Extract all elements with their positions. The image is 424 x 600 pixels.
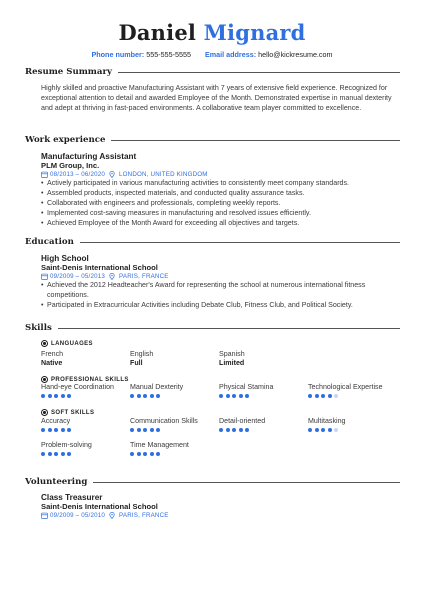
- rating-dot: [315, 428, 319, 432]
- rating-dot: [156, 452, 160, 456]
- language-name: Spanish: [219, 350, 245, 358]
- skill-name: Hand-eye Coordination: [41, 383, 114, 391]
- rating-dot: [150, 394, 154, 398]
- volunteering-section-header: [25, 476, 400, 488]
- rating-dot: [150, 428, 154, 432]
- language-item: [130, 350, 153, 367]
- education-school: Saint-Denis International School: [41, 263, 158, 272]
- language-level: Limited: [219, 359, 245, 367]
- work-bullet: • Implemented cost-saving measures in manufacturing and resolved issues efficiently.: [41, 208, 401, 218]
- work-company: PLM Group, Inc.: [41, 161, 100, 170]
- rating-dot: [61, 394, 65, 398]
- phone-value: 555-555-5555: [146, 50, 191, 59]
- location-pin-icon: [109, 171, 115, 178]
- skill-name: Problem-solving: [41, 441, 92, 449]
- skill-item: [130, 417, 198, 432]
- education-dates: 09/2009 – 05/2013: [50, 273, 106, 280]
- language-name: English: [130, 350, 154, 358]
- rating-dot: [239, 428, 243, 432]
- rating-dot: [48, 394, 52, 398]
- calendar-icon: [41, 273, 48, 280]
- phone-label: Phone number:: [91, 50, 145, 59]
- rating-dot: [143, 452, 147, 456]
- rating-dot: [321, 394, 325, 398]
- skill-item: [41, 441, 92, 456]
- education-meta: [41, 273, 169, 280]
- rating-dot: [245, 428, 249, 432]
- language-level: Full: [130, 359, 143, 367]
- skill-name: Technological Expertise: [308, 383, 383, 391]
- skill-name: Physical Stamina: [219, 383, 274, 391]
- skill-rating: [219, 428, 265, 432]
- volunteering-dates: 09/2009 – 05/2010: [50, 512, 106, 519]
- rating-dot: [130, 452, 134, 456]
- language-item: [41, 350, 63, 367]
- work-dates: 08/2013 – 06/2020: [50, 171, 106, 178]
- skills-title: Skills: [25, 323, 52, 333]
- language-level: Native: [41, 359, 63, 367]
- skill-item: [130, 441, 189, 456]
- skill-rating: [41, 452, 92, 456]
- skill-item: [219, 383, 273, 398]
- rating-dot: [226, 394, 230, 398]
- rating-dot: [41, 452, 45, 456]
- rating-dot: [245, 394, 249, 398]
- rating-dot: [61, 452, 65, 456]
- work-title: Work experience: [25, 135, 106, 145]
- education-bullet: • Achieved the 2012 Headteacher's Award for representing the school at numerous international fitness competitions.: [41, 280, 381, 300]
- rating-dot: [143, 394, 147, 398]
- skills-section-header: [25, 322, 400, 334]
- rating-dot: [308, 428, 312, 432]
- skill-rating: [130, 452, 189, 456]
- section-divider: [93, 482, 400, 483]
- rating-dot: [226, 428, 230, 432]
- rating-dot: [315, 394, 319, 398]
- rating-dot: [54, 452, 58, 456]
- education-bullet: • Participated in Extracurricular Activities including Debate Club, Fitness Club, and Political Society.: [41, 300, 381, 310]
- rating-dot: [130, 428, 134, 432]
- location-pin-icon: [109, 512, 115, 519]
- calendar-icon: [41, 512, 48, 519]
- skill-item: [41, 383, 114, 398]
- skill-item: [219, 417, 265, 432]
- last-name: Mignard: [203, 20, 306, 45]
- calendar-icon: [41, 171, 48, 178]
- work-bullets: [41, 178, 401, 228]
- work-section-header: [25, 134, 400, 146]
- professional-skills-subheader: [41, 376, 129, 383]
- volunteering-role: Class Treasurer: [41, 493, 103, 502]
- volunteering-meta: [41, 512, 169, 519]
- rating-dot: [143, 428, 147, 432]
- work-meta: [41, 171, 208, 178]
- rating-dot: [67, 452, 71, 456]
- soft-skills-subheader: [41, 409, 94, 416]
- language-name: French: [41, 350, 64, 358]
- education-degree: High School: [41, 254, 89, 263]
- email-value[interactable]: hello@kickresume.com: [258, 50, 333, 59]
- skill-rating: [308, 394, 383, 398]
- rating-dot: [334, 428, 338, 432]
- soft-skills-label: SOFT SKILLS: [51, 409, 95, 416]
- rating-dot: [137, 452, 141, 456]
- rating-dot: [54, 428, 58, 432]
- rating-dot: [48, 428, 52, 432]
- work-bullet: • Assembled products, inspected materials, and conducted quality assurance tasks.: [41, 188, 401, 198]
- skill-name: Accuracy: [41, 417, 71, 425]
- skill-rating: [130, 428, 198, 432]
- skill-rating: [130, 394, 183, 398]
- rating-dot: [67, 394, 71, 398]
- rating-dot: [219, 428, 223, 432]
- skill-rating: [308, 428, 345, 432]
- location-pin-icon: [109, 273, 115, 280]
- candidate-name: [0, 20, 424, 45]
- language-item: [219, 350, 245, 367]
- volunteering-org: Saint-Denis International School: [41, 502, 158, 511]
- rating-dot: [130, 394, 134, 398]
- work-bullet: • Achieved Employee of the Month Award for exceeding all objectives and targets.: [41, 218, 401, 228]
- section-divider: [58, 328, 400, 329]
- languages-label: LANGUAGES: [51, 340, 93, 347]
- contact-line: [0, 50, 424, 59]
- rating-dot: [54, 394, 58, 398]
- rating-dot: [232, 394, 236, 398]
- rating-dot: [321, 428, 325, 432]
- email-label: Email address:: [204, 50, 257, 59]
- rating-dot: [137, 428, 141, 432]
- rating-dot: [156, 394, 160, 398]
- work-bullet: • Collaborated with engineers and professionals, completing weekly reports.: [41, 198, 401, 208]
- rating-dot: [239, 394, 243, 398]
- skill-rating: [41, 394, 114, 398]
- rating-dot: [137, 394, 141, 398]
- education-title: Education: [25, 237, 74, 247]
- soft-skills-icon: [41, 409, 48, 416]
- skill-item: [308, 417, 345, 432]
- summary-title: Resume Summary: [25, 67, 112, 77]
- languages-icon: [41, 340, 48, 347]
- languages-subheader: [41, 340, 93, 347]
- rating-dot: [41, 428, 45, 432]
- rating-dot: [328, 428, 332, 432]
- work-role: Manufacturing Assistant: [41, 152, 137, 161]
- skill-item: [41, 417, 74, 432]
- rating-dot: [334, 394, 338, 398]
- summary-section-header: [25, 66, 400, 78]
- skill-item: [308, 383, 383, 398]
- section-divider: [80, 242, 400, 243]
- skill-name: Multitasking: [308, 417, 346, 425]
- skill-rating: [41, 428, 74, 432]
- professional-skills-icon: [41, 376, 48, 383]
- skill-name: Manual Dexterity: [130, 383, 184, 391]
- skill-item: [130, 383, 183, 398]
- professional-skills-label: PROFESSIONAL SKILLS: [51, 376, 129, 383]
- section-divider: [118, 72, 400, 73]
- education-section-header: [25, 236, 400, 248]
- section-divider: [111, 140, 400, 141]
- rating-dot: [308, 394, 312, 398]
- rating-dot: [41, 394, 45, 398]
- education-bullets: [41, 280, 381, 310]
- work-bullet: • Actively participated in various manufacturing activities to consistently meet company standards.: [41, 178, 401, 188]
- volunteering-title: Volunteering: [25, 477, 88, 487]
- rating-dot: [219, 394, 223, 398]
- rating-dot: [48, 452, 52, 456]
- rating-dot: [328, 394, 332, 398]
- rating-dot: [67, 428, 71, 432]
- summary-text: Highly skilled and proactive Manufacturing Assistant with 7 years of extensive field experience. Recognized for exceptional attention to detail and awarded Employee of the Month. Demonstrated expertise in manual dexterity and adept at thriving in fast-paced environments. A collaborative team player committed to excellence.: [41, 84, 392, 112]
- first-name: Daniel: [118, 20, 197, 45]
- skill-name: Communication Skills: [130, 417, 198, 425]
- rating-dot: [150, 452, 154, 456]
- rating-dot: [61, 428, 65, 432]
- skill-name: Detail-oriented: [219, 417, 266, 425]
- skill-name: Time Management: [130, 441, 189, 449]
- rating-dot: [156, 428, 160, 432]
- work-location: LONDON, UNITED KINGDOM: [119, 171, 208, 178]
- rating-dot: [232, 428, 236, 432]
- volunteering-location: PARIS, FRANCE: [119, 512, 169, 519]
- education-location: PARIS, FRANCE: [119, 273, 169, 280]
- skill-rating: [219, 394, 273, 398]
